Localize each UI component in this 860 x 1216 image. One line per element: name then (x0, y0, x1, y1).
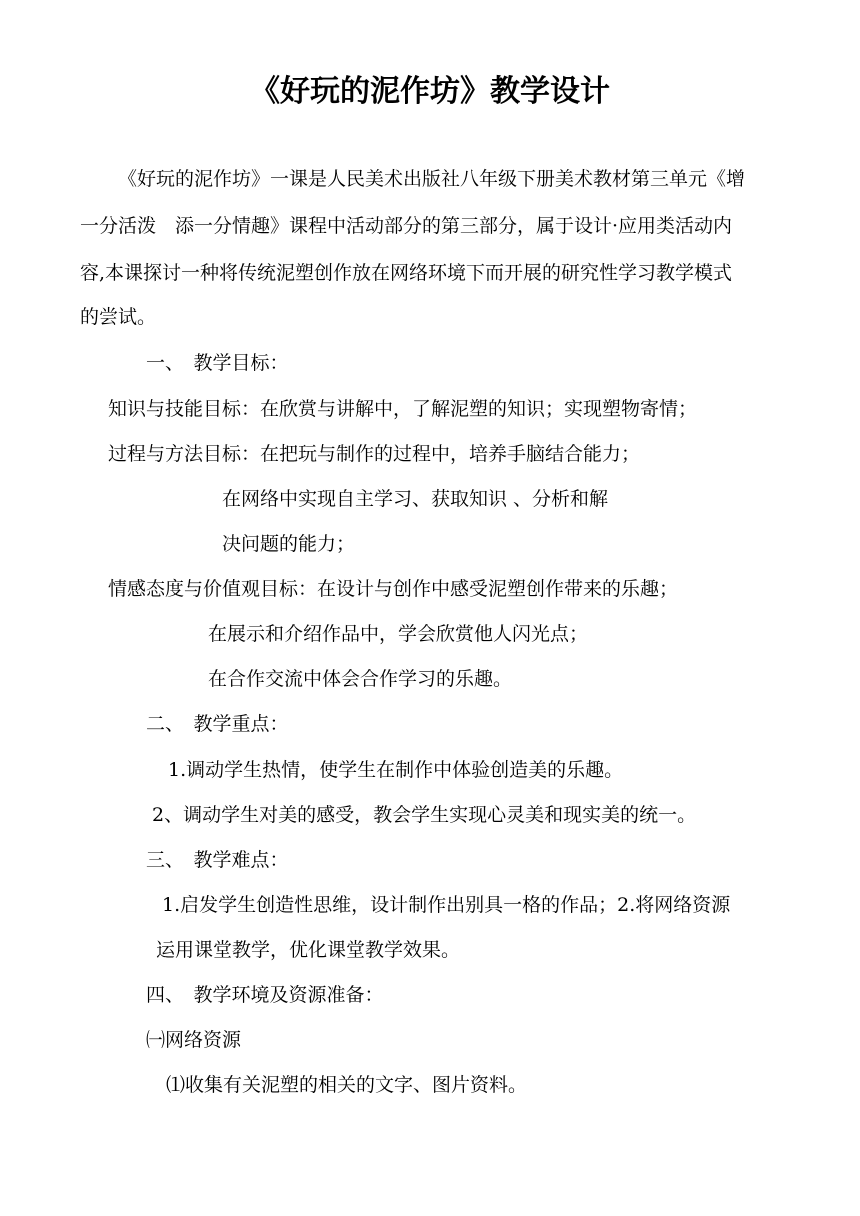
intro-line-3: 容,本课探讨一种将传统泥塑创作放在网络环境下而开展的研究性学习教学模式 (80, 262, 733, 284)
resource-item-1: ⑴收集有关泥塑的相关的文字、图片资料。 (166, 1074, 528, 1096)
goal-process-cont-2: 决问题的能力； (222, 533, 356, 555)
section-1-heading: 一、 教学目标： (146, 352, 289, 374)
page-title: 《好玩的泥作坊》教学设计 (250, 74, 610, 109)
goal-knowledge: 知识与技能目标：在欣赏与讲解中，了解泥塑的知识；实现塑物寄情； (108, 398, 698, 420)
goal-process-cont-1: 在网络中实现自主学习、获取知识 、分析和解 (222, 488, 609, 510)
goal-emotion: 情感态度与价值观目标：在设计与创作中感受泥塑创作带来的乐趣； (108, 578, 679, 600)
difficulty-point-1: 1.启发学生创造性思维，设计制作出别具一格的作品；2.将网络资源 (162, 894, 731, 916)
difficulty-point-1-cont: 运用课堂教学，优化课堂教学效果。 (156, 939, 461, 961)
section-2-heading: 二、 教学重点： (146, 713, 289, 735)
resource-subheading: ㈠网络资源 (146, 1029, 242, 1051)
key-point-2: 2、调动学生对美的感受，教会学生实现心灵美和现实美的统一。 (152, 804, 697, 826)
goal-emotion-cont-1: 在展示和介绍作品中，学会欣赏他人闪光点； (208, 623, 589, 645)
intro-line-4: 的尝试。 (80, 306, 157, 328)
goal-process: 过程与方法目标：在把玩与制作的过程中，培养手脑结合能力； (108, 443, 641, 465)
intro-line-1: 《好玩的泥作坊》一课是人民美术出版社八年级下册美术教材第三单元《增 (118, 168, 746, 190)
key-point-1: 1.调动学生热情，使学生在制作中体验创造美的乐趣。 (168, 759, 624, 781)
section-3-heading: 三、 教学难点： (146, 849, 289, 871)
section-4-heading: 四、 教学环境及资源准备： (146, 984, 384, 1006)
intro-line-2: 一分活泼 添一分情趣》课程中活动部分的第三部分，属于设计·应用类活动内 (80, 215, 733, 237)
goal-emotion-cont-2: 在合作交流中体会合作学习的乐趣。 (208, 668, 513, 690)
